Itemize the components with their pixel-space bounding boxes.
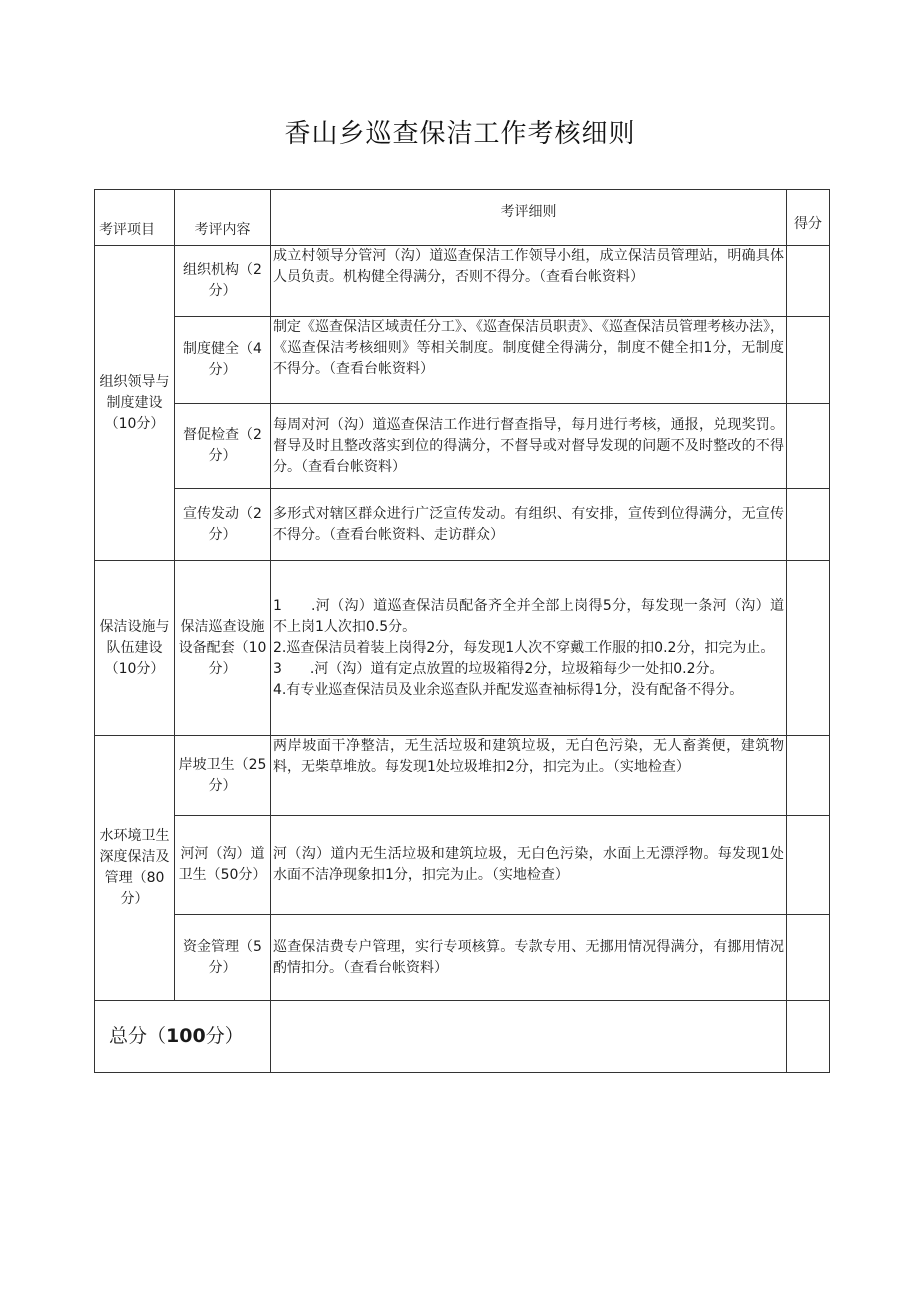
detail-line: 3 .河（沟）道有定点放置的垃圾箱得2分，垃圾箱每少一处扣0.2分。 xyxy=(273,660,724,677)
table-row xyxy=(95,915,830,1001)
assessment-table xyxy=(94,189,830,1073)
total-prefix: 总分（ xyxy=(109,1025,167,1047)
score-cell[interactable] xyxy=(787,404,830,489)
score-cell[interactable] xyxy=(787,736,830,816)
page-title: 香山乡巡查保洁工作考核细则 xyxy=(284,119,636,149)
content-cell: 宣传发动（2分） xyxy=(175,489,271,561)
score-cell[interactable] xyxy=(787,489,830,561)
table-row xyxy=(95,736,830,816)
header-content: 考评内容 xyxy=(175,190,271,246)
detail-cell: 成立村领导分管河（沟）道巡查保洁工作领导小组，成立保洁员管理站，明确具体人员负责。机构健全得满分，否则不得分。（查看台帐资料） xyxy=(271,246,787,317)
category-cell: 组织领导与制度建设（10分） xyxy=(95,246,175,561)
content-cell: 保洁巡查设施设备配套（10分） xyxy=(175,561,271,736)
header-item: 考评项目 xyxy=(95,190,175,246)
content-cell: 组织机构（2分） xyxy=(175,246,271,317)
detail-cell: 河（沟）道内无生活垃圾和建筑垃圾，无白色污染，水面上无漂浮物。每发现1处水面不洁净现象扣1分，扣完为止。（实地检查） xyxy=(271,816,787,915)
score-cell[interactable] xyxy=(787,915,830,1001)
score-cell[interactable] xyxy=(787,816,830,915)
table-row xyxy=(95,561,830,736)
detail-cell: 多形式对辖区群众进行广泛宣传发动。有组织、有安排，宣传到位得满分，无宣传不得分。（查看台帐资料、走访群众） xyxy=(271,489,787,561)
header-detail: 考评细则 xyxy=(271,190,787,246)
score-cell[interactable] xyxy=(787,246,830,317)
score-cell[interactable] xyxy=(787,561,830,736)
detail-line: 1 .河（沟）道巡查保洁员配备齐全并全部上岗得5分，每发现一条河（沟）道不上岗1人次扣0.5分。 xyxy=(273,597,784,635)
detail-cell: 每周对河（沟）道巡查保洁工作进行督查指导，每月进行考核，通报，兑现奖罚。督导及时且整改落实到位的得满分，不督导或对督导发现的问题不及时整改的不得分。（查看台帐资料） xyxy=(271,404,787,489)
detail-cell: 巡查保洁费专户管理，实行专项核算。专款专用、无挪用情况得满分，有挪用情况酌情扣分。（查看台帐资料） xyxy=(271,915,787,1001)
category-cell: 保洁设施与队伍建设（10分） xyxy=(95,561,175,736)
content-cell: 制度健全（4分） xyxy=(175,317,271,404)
detail-cell: 两岸坡面干净整洁，无生活垃圾和建筑垃圾，无白色污染，无人畜粪便，建筑物料，无柴草堆放。每发现1处垃圾堆扣2分，扣完为止。（实地检查） xyxy=(271,736,787,816)
table-row xyxy=(95,404,830,489)
header-score: 得分 xyxy=(787,190,830,246)
detail-cell xyxy=(271,561,787,736)
category-cell: 水环境卫生深度保洁及管理（80分） xyxy=(95,736,175,1001)
total-suffix: 分） xyxy=(205,1025,244,1047)
total-detail-cell xyxy=(271,1001,787,1073)
table-row xyxy=(95,489,830,561)
content-cell: 岸坡卫生（25分） xyxy=(175,736,271,816)
total-value: 100 xyxy=(166,1025,206,1047)
content-cell: 资金管理（5分） xyxy=(175,915,271,1001)
detail-cell: 制定《巡查保洁区域责任分工》、《巡查保洁员职责》、《巡查保洁员管理考核办法》，《巡查保洁考核细则》等相关制度。制度健全得满分，制度不健全扣1分，无制度不得分。（查看台帐资料） xyxy=(271,317,787,404)
total-row xyxy=(95,1001,830,1073)
content-cell: 河河（沟）道卫生（50分） xyxy=(175,816,271,915)
score-cell[interactable] xyxy=(787,317,830,404)
table-row xyxy=(95,317,830,404)
header-row xyxy=(95,190,830,246)
total-score-cell[interactable] xyxy=(787,1001,830,1073)
table-row xyxy=(95,246,830,317)
total-label xyxy=(95,1001,271,1073)
table-row xyxy=(95,816,830,915)
detail-line: 2.巡查保洁员着装上岗得2分，每发现1人次不穿戴工作服的扣0.2分，扣完为止。 xyxy=(273,639,775,656)
detail-line: 4.有专业巡查保洁员及业余巡查队并配发巡查袖标得1分，没有配备不得分。 xyxy=(273,681,744,698)
content-cell: 督促检查（2分） xyxy=(175,404,271,489)
